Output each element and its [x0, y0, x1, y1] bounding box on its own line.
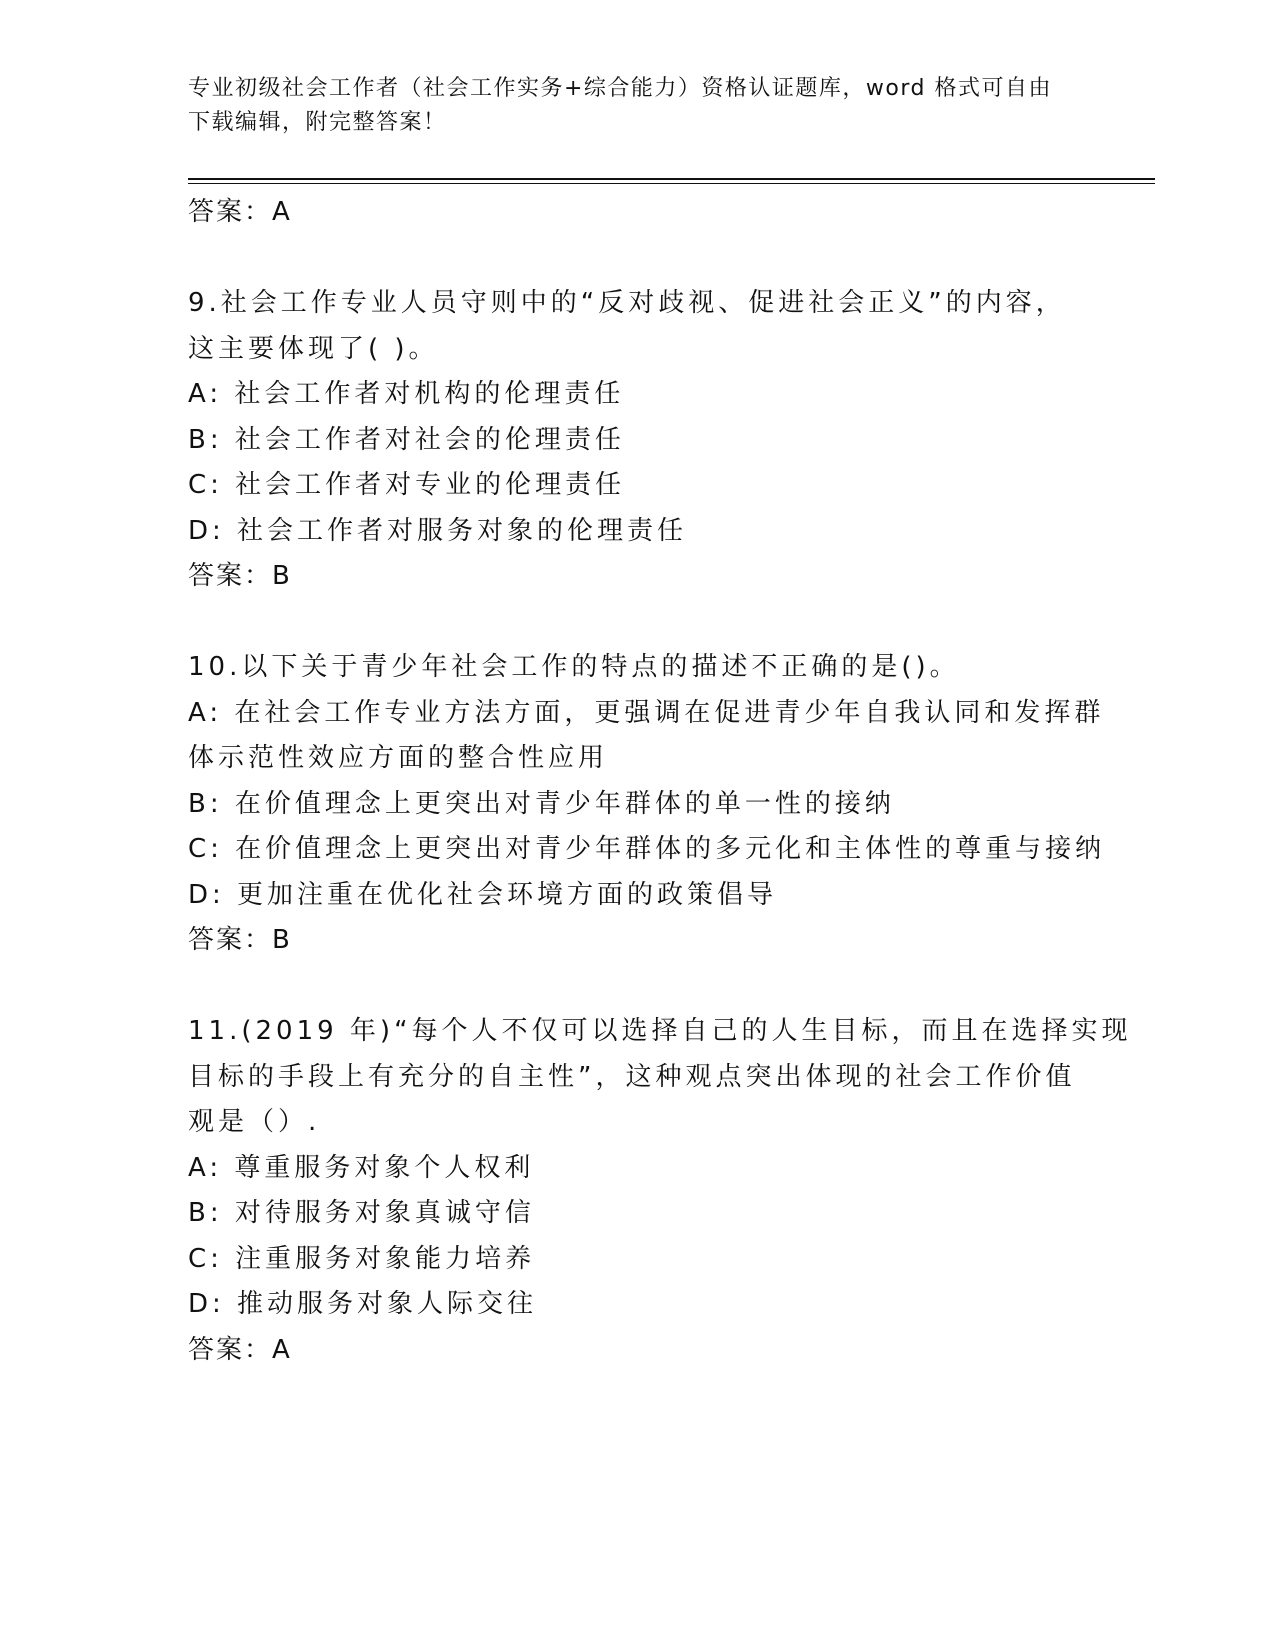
header-line: 专业初级社会工作者（社会工作实务+综合能力）资格认证题库，word 格式可自由 — [188, 76, 1053, 101]
option-a-continued: 体示范性效应方面的整合性应用 — [188, 743, 609, 773]
answer-line: 答案：A — [188, 197, 292, 227]
header-rule-thin — [188, 183, 1155, 184]
question-stem: 11.(2019 年)“每个人不仅可以选择自己的人生目标，而且在选择实现 — [188, 1016, 1132, 1046]
option-c: C: 社会工作者对专业的伦理责任 — [188, 470, 626, 500]
question-stem: 这主要体现了( )。 — [188, 333, 439, 364]
question-stem: 10.以下关于青少年社会工作的特点的描述不正确的是()。 — [188, 652, 960, 682]
question-10 — [188, 645, 1106, 964]
answer-line: 答案：A — [188, 1334, 292, 1365]
option-c: C: 在价值理念上更突出对青少年群体的多元化和主体性的尊重与接纳 — [188, 834, 1106, 864]
question-11 — [188, 1009, 1132, 1373]
option-d: D: 推动服务对象人际交往 — [188, 1289, 538, 1319]
option-a: A: 社会工作者对机构的伦理责任 — [188, 379, 625, 409]
document-body — [188, 190, 1132, 1373]
document-header — [188, 72, 1088, 140]
option-b: B: 社会工作者对社会的伦理责任 — [188, 424, 625, 455]
option-d: D: 社会工作者对服务对象的伦理责任 — [188, 515, 688, 546]
header-rule — [188, 178, 1155, 180]
option-a: A: 尊重服务对象个人权利 — [188, 1152, 535, 1183]
header-line: 下载编辑，附完整答案！ — [188, 110, 447, 135]
question-stem: 目标的手段上有充分的自主性”，这种观点突出体现的社会工作价值 — [188, 1061, 1076, 1092]
answer-line: 答案：B — [188, 925, 292, 955]
option-d: D: 更加注重在优化社会环境方面的政策倡导 — [188, 879, 778, 910]
answer-line: 答案：B — [188, 561, 292, 591]
question-9 — [188, 281, 1088, 600]
question-stem: 9.社会工作专业人员守则中的“反对歧视、促进社会正义”的内容， — [188, 288, 1066, 318]
option-b: B: 对待服务对象真诚守信 — [188, 1198, 535, 1228]
option-c: C: 注重服务对象能力培养 — [188, 1243, 536, 1274]
option-a: A: 在社会工作专业方法方面，更强调在促进青少年自我认同和发挥群 — [188, 697, 1105, 728]
question-stem: 观是（）. — [188, 1107, 321, 1137]
option-b: B: 在价值理念上更突出对青少年群体的单一性的接纳 — [188, 788, 895, 819]
